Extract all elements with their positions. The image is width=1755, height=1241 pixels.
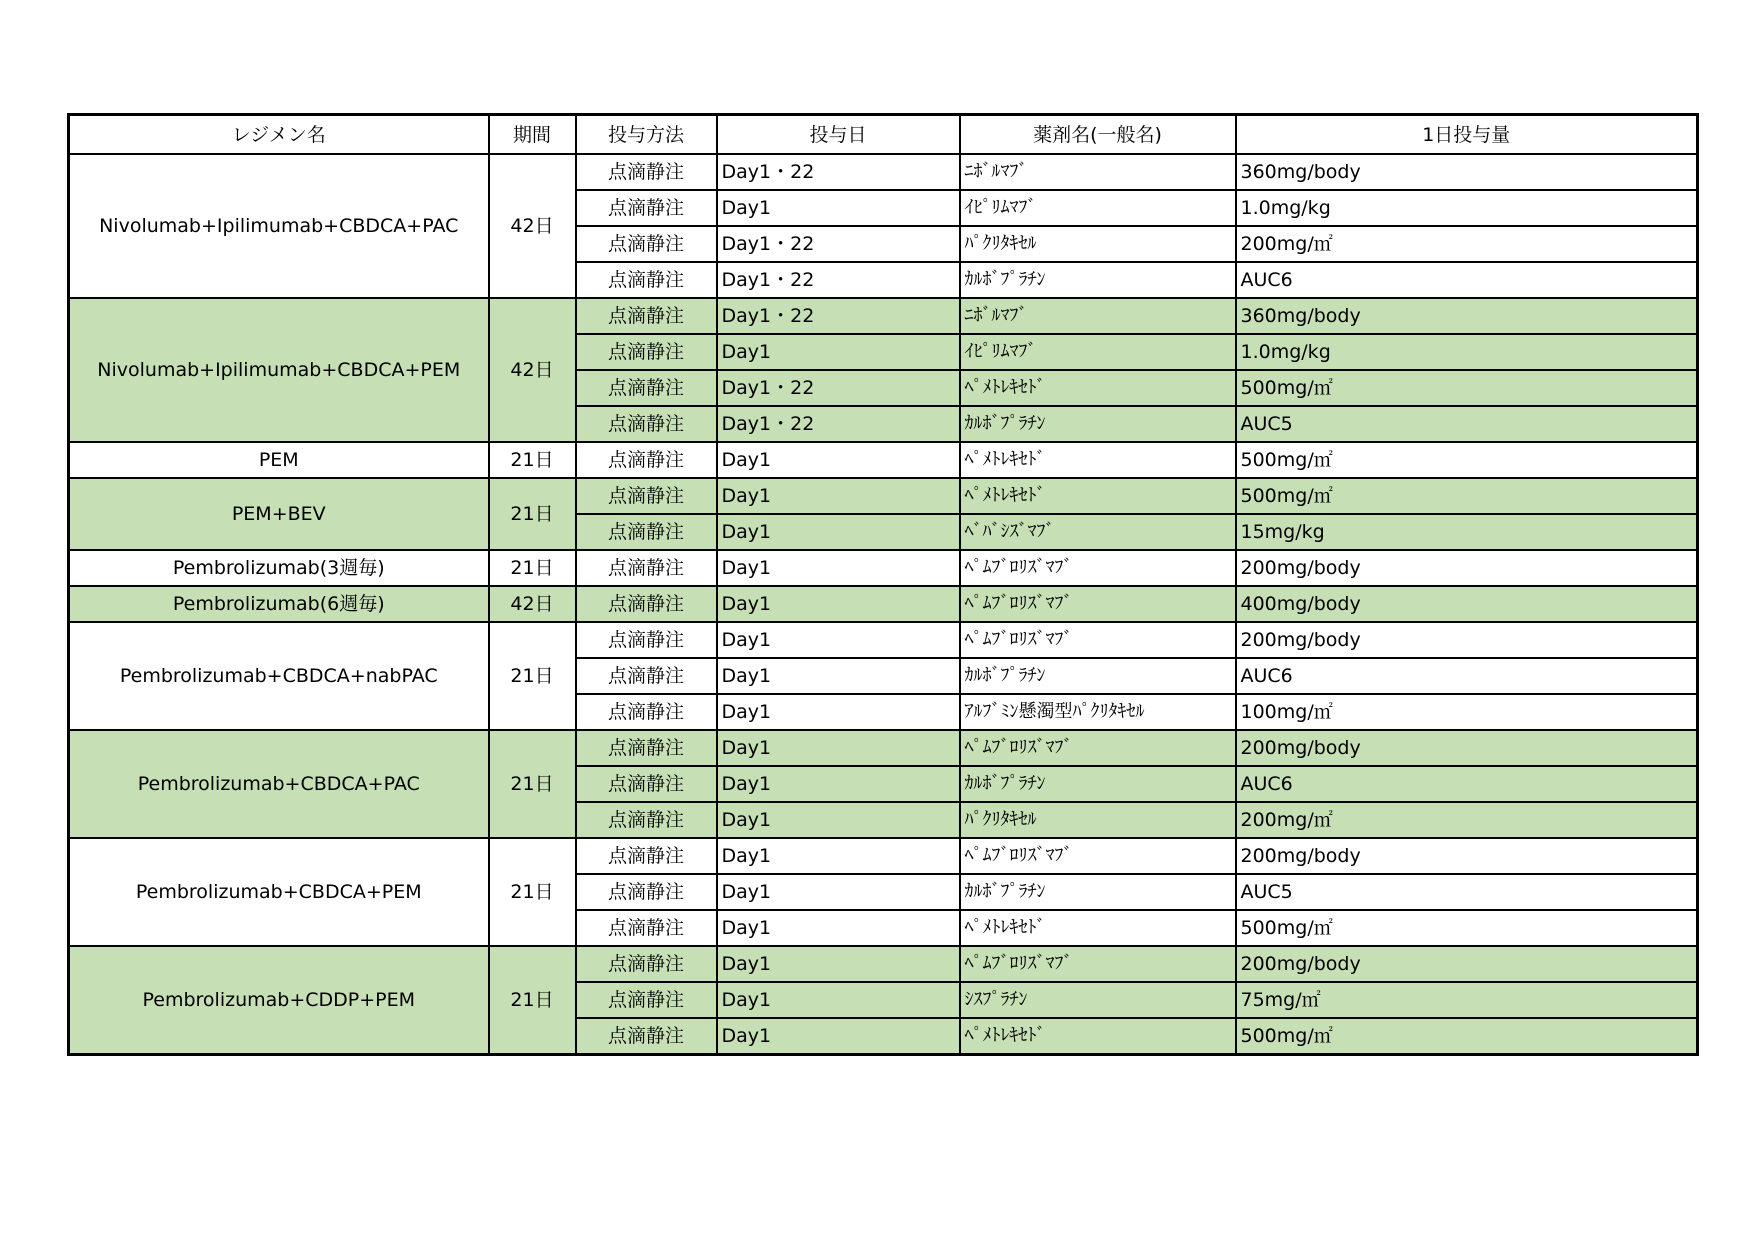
drug-name-cell: ﾍﾟﾒﾄﾚｷｾﾄﾞ xyxy=(960,478,1236,514)
day-cell: Day1 xyxy=(717,622,960,658)
period-cell: 21日 xyxy=(489,478,576,550)
drug-name-cell: ﾊﾟｸﾘﾀｷｾﾙ xyxy=(960,802,1236,838)
day-cell: Day1・22 xyxy=(717,298,960,334)
period-cell: 42日 xyxy=(489,586,576,622)
route-cell: 点滴静注 xyxy=(576,370,717,406)
regimen-name-cell: Nivolumab+Ipilimumab+CBDCA+PEM xyxy=(69,298,489,442)
day-cell: Day1 xyxy=(717,658,960,694)
route-cell: 点滴静注 xyxy=(576,982,717,1018)
route-cell: 点滴静注 xyxy=(576,658,717,694)
route-cell: 点滴静注 xyxy=(576,550,717,586)
drug-name-cell: ﾍﾟﾒﾄﾚｷｾﾄﾞ xyxy=(960,442,1236,478)
drug-name-cell: ｼｽﾌﾟﾗﾁﾝ xyxy=(960,982,1236,1018)
drug-name-cell: ﾍﾟﾑﾌﾞﾛﾘｽﾞﾏﾌﾞ xyxy=(960,946,1236,982)
drug-name-cell: ﾍﾟﾑﾌﾞﾛﾘｽﾞﾏﾌﾞ xyxy=(960,838,1236,874)
period-cell: 21日 xyxy=(489,622,576,730)
daily-dose-cell: 200mg/body xyxy=(1236,838,1698,874)
drug-name-cell: ﾊﾟｸﾘﾀｷｾﾙ xyxy=(960,226,1236,262)
drug-name-cell: ｲﾋﾟﾘﾑﾏﾌﾞ xyxy=(960,190,1236,226)
period-cell: 42日 xyxy=(489,298,576,442)
drug-name-cell: ｶﾙﾎﾞﾌﾟﾗﾁﾝ xyxy=(960,766,1236,802)
daily-dose-cell: 1.0mg/kg xyxy=(1236,190,1698,226)
day-cell: Day1・22 xyxy=(717,370,960,406)
drug-name-cell: ｶﾙﾎﾞﾌﾟﾗﾁﾝ xyxy=(960,406,1236,442)
day-cell: Day1 xyxy=(717,694,960,730)
route-cell: 点滴静注 xyxy=(576,874,717,910)
day-cell: Day1・22 xyxy=(717,154,960,190)
daily-dose-cell: 360mg/body xyxy=(1236,154,1698,190)
daily-dose-cell: 200mg/body xyxy=(1236,622,1698,658)
day-cell: Day1 xyxy=(717,874,960,910)
header-regimen-name: レジメン名 xyxy=(69,115,489,155)
drug-name-cell: ｶﾙﾎﾞﾌﾟﾗﾁﾝ xyxy=(960,262,1236,298)
daily-dose-cell: 200mg/body xyxy=(1236,730,1698,766)
day-cell: Day1 xyxy=(717,190,960,226)
route-cell: 点滴静注 xyxy=(576,730,717,766)
daily-dose-cell: 360mg/body xyxy=(1236,298,1698,334)
period-cell: 21日 xyxy=(489,946,576,1055)
daily-dose-cell: AUC6 xyxy=(1236,658,1698,694)
table-body xyxy=(69,154,1698,1055)
day-cell: Day1 xyxy=(717,514,960,550)
route-cell: 点滴静注 xyxy=(576,1018,717,1055)
route-cell: 点滴静注 xyxy=(576,226,717,262)
route-cell: 点滴静注 xyxy=(576,802,717,838)
route-cell: 点滴静注 xyxy=(576,478,717,514)
header-day: 投与日 xyxy=(717,115,960,155)
drug-name-cell: ｱﾙﾌﾞﾐﾝ懸濁型ﾊﾟｸﾘﾀｷｾﾙ xyxy=(960,694,1236,730)
drug-name-cell: ﾆﾎﾞﾙﾏﾌﾞ xyxy=(960,298,1236,334)
daily-dose-cell: 200mg/body xyxy=(1236,946,1698,982)
drug-name-cell: ﾍﾟﾒﾄﾚｷｾﾄﾞ xyxy=(960,370,1236,406)
day-cell: Day1 xyxy=(717,442,960,478)
regimen-name-cell: Pembrolizumab(3週毎) xyxy=(69,550,489,586)
drug-name-cell: ﾍﾟﾒﾄﾚｷｾﾄﾞ xyxy=(960,1018,1236,1055)
day-cell: Day1 xyxy=(717,838,960,874)
route-cell: 点滴静注 xyxy=(576,442,717,478)
drug-name-cell: ﾍﾞﾊﾞｼｽﾞﾏﾌﾞ xyxy=(960,514,1236,550)
day-cell: Day1 xyxy=(717,802,960,838)
drug-name-cell: ﾍﾟﾑﾌﾞﾛﾘｽﾞﾏﾌﾞ xyxy=(960,550,1236,586)
table-row xyxy=(69,622,1698,658)
day-cell: Day1 xyxy=(717,910,960,946)
regimen-name-cell: Pembrolizumab(6週毎) xyxy=(69,586,489,622)
table-row xyxy=(69,442,1698,478)
day-cell: Day1 xyxy=(717,1018,960,1055)
daily-dose-cell: 500mg/㎡ xyxy=(1236,478,1698,514)
day-cell: Day1 xyxy=(717,766,960,802)
route-cell: 点滴静注 xyxy=(576,766,717,802)
regimen-table xyxy=(67,113,1699,1056)
daily-dose-cell: 500mg/㎡ xyxy=(1236,442,1698,478)
route-cell: 点滴静注 xyxy=(576,838,717,874)
table-row xyxy=(69,154,1698,190)
daily-dose-cell: 500mg/㎡ xyxy=(1236,370,1698,406)
day-cell: Day1 xyxy=(717,586,960,622)
regimen-name-cell: Pembrolizumab+CDDP+PEM xyxy=(69,946,489,1055)
regimen-name-cell: Pembrolizumab+CBDCA+PAC xyxy=(69,730,489,838)
route-cell: 点滴静注 xyxy=(576,514,717,550)
route-cell: 点滴静注 xyxy=(576,946,717,982)
table-row xyxy=(69,586,1698,622)
route-cell: 点滴静注 xyxy=(576,622,717,658)
regimen-name-cell: Pembrolizumab+CBDCA+PEM xyxy=(69,838,489,946)
day-cell: Day1 xyxy=(717,478,960,514)
daily-dose-cell: 200mg/㎡ xyxy=(1236,802,1698,838)
header-period: 期間 xyxy=(489,115,576,155)
day-cell: Day1 xyxy=(717,730,960,766)
drug-name-cell: ﾍﾟﾑﾌﾞﾛﾘｽﾞﾏﾌﾞ xyxy=(960,622,1236,658)
table-row xyxy=(69,838,1698,874)
regimen-name-cell: Nivolumab+Ipilimumab+CBDCA+PAC xyxy=(69,154,489,298)
route-cell: 点滴静注 xyxy=(576,910,717,946)
period-cell: 21日 xyxy=(489,838,576,946)
route-cell: 点滴静注 xyxy=(576,298,717,334)
table-header xyxy=(69,115,1698,155)
daily-dose-cell: 500mg/㎡ xyxy=(1236,910,1698,946)
route-cell: 点滴静注 xyxy=(576,262,717,298)
route-cell: 点滴静注 xyxy=(576,586,717,622)
route-cell: 点滴静注 xyxy=(576,694,717,730)
daily-dose-cell: 400mg/body xyxy=(1236,586,1698,622)
table-row xyxy=(69,946,1698,982)
regimen-name-cell: Pembrolizumab+CBDCA+nabPAC xyxy=(69,622,489,730)
table-row xyxy=(69,550,1698,586)
route-cell: 点滴静注 xyxy=(576,334,717,370)
daily-dose-cell: AUC6 xyxy=(1236,766,1698,802)
header-row xyxy=(69,115,1698,155)
header-daily-dose: 1日投与量 xyxy=(1236,115,1698,155)
daily-dose-cell: 200mg/body xyxy=(1236,550,1698,586)
regimen-name-cell: PEM+BEV xyxy=(69,478,489,550)
route-cell: 点滴静注 xyxy=(576,154,717,190)
drug-name-cell: ｶﾙﾎﾞﾌﾟﾗﾁﾝ xyxy=(960,874,1236,910)
daily-dose-cell: AUC6 xyxy=(1236,262,1698,298)
daily-dose-cell: 100mg/㎡ xyxy=(1236,694,1698,730)
daily-dose-cell: AUC5 xyxy=(1236,874,1698,910)
table-row xyxy=(69,730,1698,766)
drug-name-cell: ｶﾙﾎﾞﾌﾟﾗﾁﾝ xyxy=(960,658,1236,694)
period-cell: 21日 xyxy=(489,442,576,478)
table-row xyxy=(69,298,1698,334)
daily-dose-cell: 500mg/㎡ xyxy=(1236,1018,1698,1055)
drug-name-cell: ﾍﾟﾑﾌﾞﾛﾘｽﾞﾏﾌﾞ xyxy=(960,730,1236,766)
route-cell: 点滴静注 xyxy=(576,190,717,226)
period-cell: 42日 xyxy=(489,154,576,298)
drug-name-cell: ﾍﾟﾑﾌﾞﾛﾘｽﾞﾏﾌﾞ xyxy=(960,586,1236,622)
period-cell: 21日 xyxy=(489,550,576,586)
header-drug-name: 薬剤名(一般名) xyxy=(960,115,1236,155)
day-cell: Day1・22 xyxy=(717,406,960,442)
route-cell: 点滴静注 xyxy=(576,406,717,442)
header-route: 投与方法 xyxy=(576,115,717,155)
regimen-name-cell: PEM xyxy=(69,442,489,478)
daily-dose-cell: AUC5 xyxy=(1236,406,1698,442)
drug-name-cell: ｲﾋﾟﾘﾑﾏﾌﾞ xyxy=(960,334,1236,370)
day-cell: Day1・22 xyxy=(717,226,960,262)
drug-name-cell: ﾆﾎﾞﾙﾏﾌﾞ xyxy=(960,154,1236,190)
day-cell: Day1・22 xyxy=(717,262,960,298)
period-cell: 21日 xyxy=(489,730,576,838)
daily-dose-cell: 75mg/㎡ xyxy=(1236,982,1698,1018)
day-cell: Day1 xyxy=(717,334,960,370)
day-cell: Day1 xyxy=(717,946,960,982)
daily-dose-cell: 1.0mg/kg xyxy=(1236,334,1698,370)
drug-name-cell: ﾍﾟﾒﾄﾚｷｾﾄﾞ xyxy=(960,910,1236,946)
day-cell: Day1 xyxy=(717,982,960,1018)
daily-dose-cell: 15mg/kg xyxy=(1236,514,1698,550)
day-cell: Day1 xyxy=(717,550,960,586)
daily-dose-cell: 200mg/㎡ xyxy=(1236,226,1698,262)
table-row xyxy=(69,478,1698,514)
